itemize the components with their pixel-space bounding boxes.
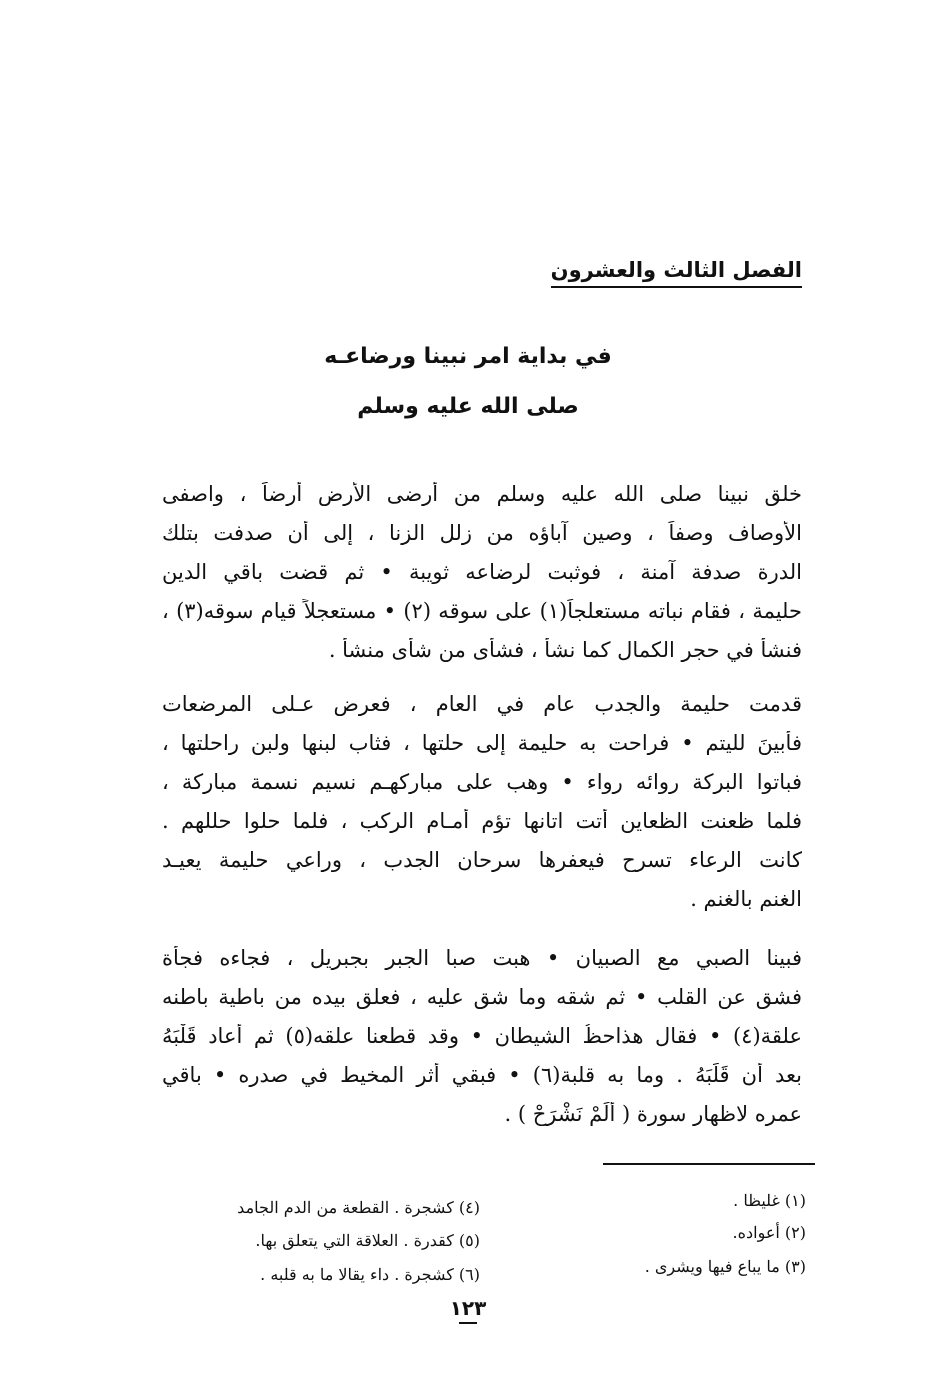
footnote-6: (٦) كشجرة . داء يقالا ما به قلبه . (260, 1265, 480, 1284)
paragraph-2-line-6: الغنم بالغنم . (690, 887, 802, 911)
footnote-1: (١) غليظا . (733, 1191, 806, 1210)
page-number: ١٢٣ (0, 1296, 936, 1324)
paragraph-1-line-5: فنشأ في حجر الكمال كما نشأ ، فشأى من شأى منشأ . (328, 638, 802, 662)
footnote-3: (٣) ما يباع فيها ويشرى . (644, 1257, 806, 1276)
paragraph-1-line-2: الأوصاف وصفاً ، وصين آباؤه من زلل الزنا ، إلى أن صدفت بتلك (162, 521, 802, 545)
footnote-2: (٢) أعواده. (732, 1223, 806, 1242)
chapter-heading: الفصل الثالث والعشرون (551, 258, 802, 288)
paragraph-2-line-2: فأبينَ لليتم • فراحت به حليمة إلى حلتها ، فثاب لبنها ولبن راحلتها ، (162, 731, 802, 755)
paragraph-3-line-4: بعد أن قَلَبَهُ . وما به قلبة(٦) • فبقي أثر المخيط في صدره • باقي (162, 1063, 802, 1087)
paragraph-2-line-1: قدمت حليمة والجدب عام في العام ، فعرض عـلى المرضعات (162, 692, 802, 716)
paragraph-3-line-3: علقة(٤) • فقال هذاحظُ الشيطان • وقد قطعنا علقه(٥) ثم أعاد قَلْبَهُ (162, 1024, 802, 1048)
paragraph-1-line-1: خلق نبينا صلى الله عليه وسلم من أرضى الأرض أرضاً ، واصفى (162, 482, 802, 506)
footnote-separator (603, 1163, 815, 1165)
paragraph-2-line-3: فباتوا البركة روائه رواء • وهب على مباركهـم نسيم نسمة مباركة ، (162, 770, 802, 794)
paragraph-1-line-4: حليمة ، فقام نباته مستعلجاً(١) على سوقه (٢) • مستعجلاً قيام سوقه(٣) ، (162, 599, 802, 623)
paragraph-3-line-5: عمره لاظهار سورة ( أَلَمْ نَشْرَحْ ) . (504, 1102, 802, 1126)
paragraph-2-line-5: كانت الرعاء تسرح فيعفرها سرحان الجدب ، وراعي حليمة يعيـد (162, 848, 802, 872)
section-title-line-1: في بداية امر نبينا ورضاعـه (324, 344, 612, 369)
paragraph-3-line-2: فشق عن القلب • ثم شقه وما شق عليه ، فعلق بيده من باطية باطنه (162, 985, 802, 1009)
footnote-5: (٥) كقدرة . العلاقة التي يتعلق بها. (255, 1231, 480, 1250)
paragraph-2-line-4: فلما ظعنت الظعاين أتت اتانها تؤم أمـام الركب ، فلما حلوا حللهم . (162, 809, 802, 833)
section-title-line-2: صلى الله عليه وسلم (357, 394, 579, 419)
paragraph-3-line-1: فبينا الصبي مع الصبيان • هبت صبا الجبر بجبريل ، فجاءه فجأة (162, 946, 802, 970)
footnote-4: (٤) كشجرة . القطعة من الدم الجامد (237, 1198, 480, 1217)
paragraph-1-line-3: الدرة صدفة آمنة ، فوثبت لرضاعه ثويبة • ثم قضت باقي الدين (162, 560, 802, 584)
